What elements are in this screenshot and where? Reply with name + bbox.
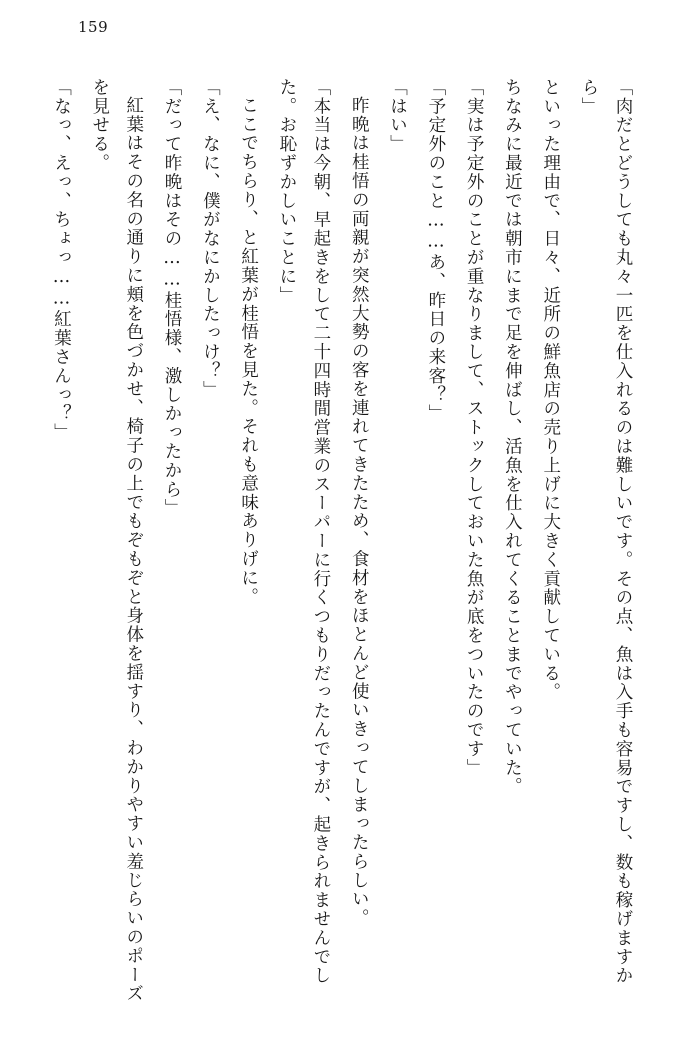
paragraph: 「だって昨晩はその……桂悟様、激しかったから」 (162, 78, 183, 518)
paragraph: ちなみに最近では朝市にまで足を伸ばし、活魚を仕入れてくることまでやっていた。 (502, 78, 523, 797)
page-number: 159 (78, 18, 109, 36)
paragraph: ここでちらり、と紅葉が桂悟を見た。それも意味ありげに。 (238, 95, 259, 606)
paragraph: 「はい」 (387, 78, 408, 154)
body-text-block (40, 78, 640, 1008)
paragraph: 紅葉はその名の通りに頬を色づかせ、椅子の上でもぞもぞと身体を揺すり、わかりやすい羞じらいのポーズを見せる。 (89, 78, 144, 1003)
paragraph: 昨晩は桂悟の両親が突然大勢の客を連れてきたため、食材をほとんど使いきってしまったらしい。 (349, 95, 370, 928)
paragraph: 「なっ、えっ、ちょっ……紅葉さんっ？」 (51, 78, 72, 443)
paragraph: 「予定外のこと……あ、昨日の来客？」 (425, 78, 446, 424)
paragraph: 「肉だとどうしても丸々一匹を仕入れるのは難しいです。その点、魚は入手も容易ですし、数も稼げますから」 (579, 78, 633, 986)
paragraph: 「え、なに、僕がなにかしたっけ？」 (200, 78, 221, 400)
paragraph: といった理由で、日々、近所の鮮魚店の売り上げに大きく貢献している。 (540, 78, 561, 702)
paragraph: 「本当は今朝、早起きをして二十四時間営業のスーパーに行くつもりだったんですが、起きられませんでした。お恥ずかしいことに」 (276, 78, 331, 986)
paragraph: 「実は予定外のことが重なりまして、ストックしておいた魚が底をついたのです」 (464, 78, 485, 778)
